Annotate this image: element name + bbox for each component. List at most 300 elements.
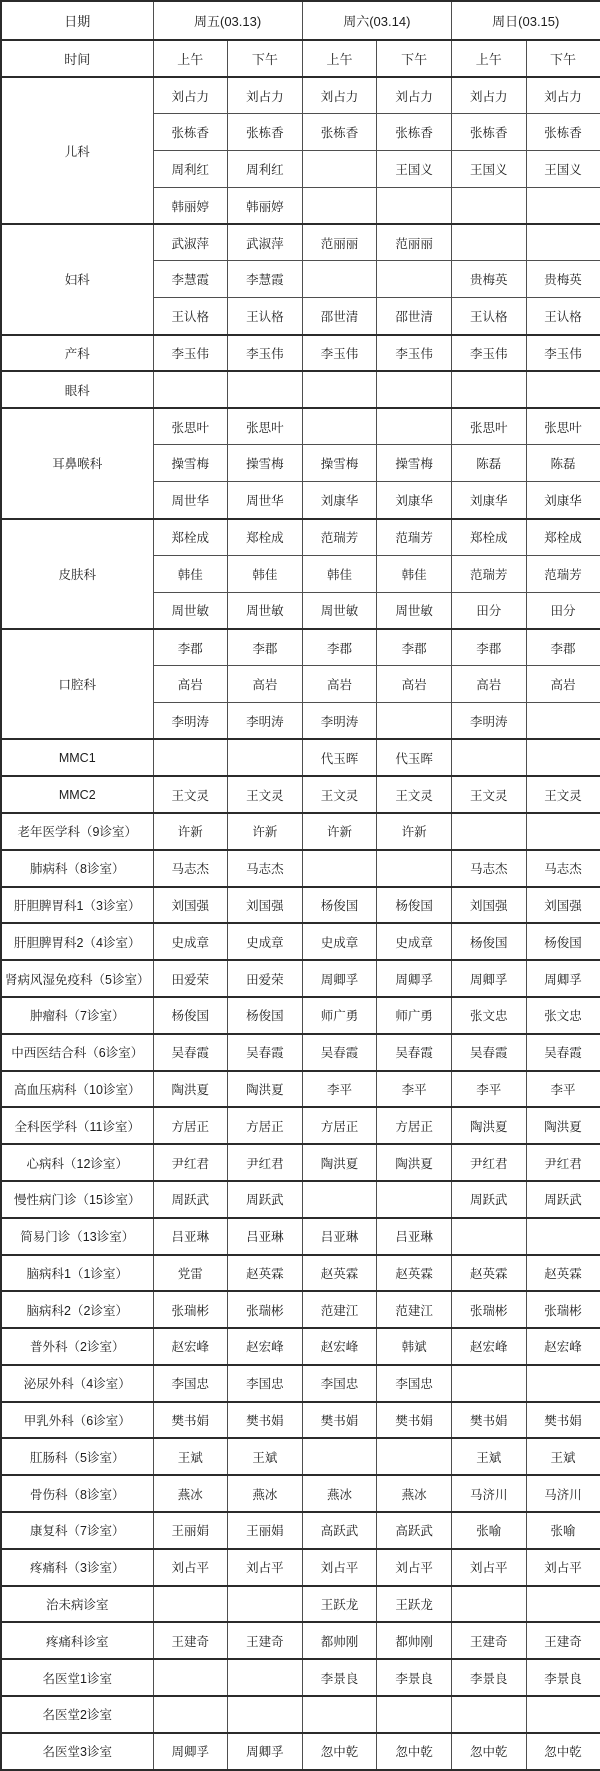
doctor-cell: 史成章	[228, 923, 303, 960]
department-name: 耳鼻喉科	[1, 408, 153, 518]
doctor-cell: 吴春霞	[153, 1034, 228, 1071]
department-name: 慢性病门诊（15诊室）	[1, 1181, 153, 1218]
doctor-cell: 张思叶	[153, 408, 228, 445]
doctor-cell: 都帅刚	[377, 1622, 452, 1659]
doctor-cell: 贵梅英	[526, 261, 600, 298]
doctor-cell	[153, 1696, 228, 1733]
doctor-cell	[526, 813, 600, 850]
schedule-row	[1, 1475, 600, 1512]
doctor-cell: 王国义	[451, 151, 526, 188]
doctor-cell: 马志杰	[451, 850, 526, 887]
doctor-cell: 王斌	[228, 1438, 303, 1475]
doctor-cell	[377, 1696, 452, 1733]
doctor-cell: 陈磊	[526, 445, 600, 482]
doctor-cell: 李景良	[377, 1659, 452, 1696]
doctor-cell: 刘康华	[377, 482, 452, 519]
department-name: 产科	[1, 335, 153, 372]
doctor-cell: 赵宏峰	[153, 1328, 228, 1365]
department-name: 口腔科	[1, 629, 153, 739]
doctor-cell: 高岩	[228, 666, 303, 703]
doctor-cell: 周利红	[228, 151, 303, 188]
department-name: 儿科	[1, 77, 153, 224]
doctor-cell: 刘康华	[526, 482, 600, 519]
doctor-cell: 张瑞彬	[451, 1291, 526, 1328]
doctor-cell: 李国忠	[153, 1365, 228, 1402]
doctor-cell: 韩丽婷	[153, 187, 228, 224]
doctor-cell: 李平	[526, 1071, 600, 1108]
doctor-cell	[377, 850, 452, 887]
department-name: 皮肤科	[1, 519, 153, 629]
doctor-cell: 李平	[377, 1071, 452, 1108]
doctor-cell	[526, 187, 600, 224]
doctor-cell: 吕亚琳	[153, 1218, 228, 1255]
doctor-cell: 王文灵	[377, 776, 452, 813]
doctor-cell: 樊书娟	[377, 1402, 452, 1439]
doctor-cell	[377, 703, 452, 740]
doctor-cell: 王丽娟	[228, 1512, 303, 1549]
department-name: 甲乳外科（6诊室）	[1, 1402, 153, 1439]
schedule-row	[1, 1438, 600, 1475]
doctor-cell	[451, 1696, 526, 1733]
doctor-cell: 周世敏	[228, 592, 303, 629]
schedule-row	[1, 1255, 600, 1292]
doctor-cell	[302, 1696, 377, 1733]
doctor-cell	[377, 187, 452, 224]
doctor-cell: 许新	[302, 813, 377, 850]
doctor-cell: 王建奇	[526, 1622, 600, 1659]
doctor-cell: 刘国强	[451, 887, 526, 924]
department-name: 名医堂3诊室	[1, 1733, 153, 1770]
department-name: 肝胆脾胃科1（3诊室）	[1, 887, 153, 924]
doctor-cell	[526, 739, 600, 776]
doctor-cell: 代玉晖	[377, 739, 452, 776]
doctor-cell: 陈磊	[451, 445, 526, 482]
doctor-cell: 王文灵	[526, 776, 600, 813]
doctor-cell: 王建奇	[451, 1622, 526, 1659]
doctor-cell: 师广勇	[302, 997, 377, 1034]
department-name: 脑病科2（2诊室）	[1, 1291, 153, 1328]
doctor-cell: 赵英霖	[526, 1255, 600, 1292]
doctor-cell: 王国义	[526, 151, 600, 188]
doctor-cell: 周世敏	[302, 592, 377, 629]
doctor-cell: 高岩	[377, 666, 452, 703]
doctor-cell: 周卿孚	[302, 960, 377, 997]
doctor-cell: 王跃龙	[377, 1586, 452, 1623]
schedule-row	[1, 1034, 600, 1071]
schedule-row	[1, 1071, 600, 1108]
department-name: MMC2	[1, 776, 153, 813]
doctor-cell: 忽中乾	[377, 1733, 452, 1770]
doctor-cell: 赵英霖	[451, 1255, 526, 1292]
doctor-cell	[526, 1365, 600, 1402]
doctor-cell: 王文灵	[153, 776, 228, 813]
am-header: 上午	[153, 40, 228, 77]
doctor-cell: 邵世清	[302, 298, 377, 335]
schedule-row	[1, 813, 600, 850]
doctor-cell: 韩斌	[377, 1328, 452, 1365]
doctor-cell: 李玉伟	[377, 335, 452, 372]
doctor-cell: 李郡	[526, 629, 600, 666]
doctor-cell	[377, 1438, 452, 1475]
doctor-cell: 代玉晖	[302, 739, 377, 776]
doctor-cell: 刘占平	[153, 1549, 228, 1586]
doctor-cell: 史成章	[377, 923, 452, 960]
time-row	[1, 40, 600, 77]
doctor-cell: 张栋香	[228, 114, 303, 151]
doctor-cell	[526, 1218, 600, 1255]
doctor-cell: 马济川	[451, 1475, 526, 1512]
doctor-cell: 尹红君	[153, 1144, 228, 1181]
doctor-cell: 杨俊国	[526, 923, 600, 960]
doctor-cell: 马志杰	[228, 850, 303, 887]
doctor-cell: 吴春霞	[302, 1034, 377, 1071]
doctor-cell: 杨俊国	[377, 887, 452, 924]
doctor-cell: 韩丽婷	[228, 187, 303, 224]
doctor-cell: 许新	[377, 813, 452, 850]
schedule-row	[1, 1622, 600, 1659]
doctor-cell	[451, 371, 526, 408]
doctor-cell: 王文灵	[228, 776, 303, 813]
doctor-cell	[228, 1696, 303, 1733]
doctor-cell: 周世华	[153, 482, 228, 519]
doctor-cell	[302, 187, 377, 224]
doctor-cell	[526, 371, 600, 408]
doctor-cell: 范瑞芳	[526, 555, 600, 592]
schedule-row	[1, 519, 600, 556]
doctor-cell: 王认格	[526, 298, 600, 335]
doctor-cell: 刘康华	[302, 482, 377, 519]
doctor-cell: 吕亚琳	[377, 1218, 452, 1255]
doctor-cell: 方居正	[377, 1107, 452, 1144]
department-name: 眼科	[1, 371, 153, 408]
department-name: 肺病科（8诊室）	[1, 850, 153, 887]
am-header: 上午	[451, 40, 526, 77]
doctor-cell: 张喻	[451, 1512, 526, 1549]
doctor-cell: 韩佳	[302, 555, 377, 592]
doctor-cell	[228, 371, 303, 408]
doctor-cell: 李国忠	[302, 1365, 377, 1402]
doctor-cell	[377, 1181, 452, 1218]
pm-header: 下午	[526, 40, 600, 77]
doctor-cell	[377, 371, 452, 408]
doctor-cell: 刘占力	[228, 77, 303, 114]
doctor-cell: 周世华	[228, 482, 303, 519]
doctor-cell: 张瑞彬	[153, 1291, 228, 1328]
doctor-cell: 张思叶	[228, 408, 303, 445]
doctor-cell: 王斌	[526, 1438, 600, 1475]
doctor-cell: 杨俊国	[153, 997, 228, 1034]
doctor-cell: 刘占力	[377, 77, 452, 114]
doctor-cell: 范瑞芳	[377, 519, 452, 556]
doctor-cell: 邵世清	[377, 298, 452, 335]
doctor-cell: 李玉伟	[451, 335, 526, 372]
doctor-cell: 李郡	[377, 629, 452, 666]
schedule-row	[1, 335, 600, 372]
doctor-cell: 周跃武	[451, 1181, 526, 1218]
schedule-row	[1, 1696, 600, 1733]
doctor-cell: 刘占平	[526, 1549, 600, 1586]
schedule-row	[1, 739, 600, 776]
doctor-cell: 王斌	[451, 1438, 526, 1475]
doctor-cell: 吴春霞	[228, 1034, 303, 1071]
doctor-cell: 操雪梅	[228, 445, 303, 482]
doctor-cell: 王丽娟	[153, 1512, 228, 1549]
doctor-cell: 郑栓成	[451, 519, 526, 556]
doctor-cell: 范建江	[302, 1291, 377, 1328]
doctor-cell: 马志杰	[526, 850, 600, 887]
schedule-row	[1, 1291, 600, 1328]
schedule-row	[1, 997, 600, 1034]
department-name: 妇科	[1, 224, 153, 334]
schedule-row	[1, 408, 600, 445]
department-name: 全科医学科（11诊室）	[1, 1107, 153, 1144]
department-name: 名医堂1诊室	[1, 1659, 153, 1696]
doctor-cell	[302, 850, 377, 887]
doctor-cell: 陶洪夏	[153, 1071, 228, 1108]
doctor-cell: 操雪梅	[153, 445, 228, 482]
doctor-cell: 武淑萍	[228, 224, 303, 261]
doctor-cell: 吕亚琳	[228, 1218, 303, 1255]
pm-header: 下午	[377, 40, 452, 77]
doctor-cell: 周卿孚	[153, 1733, 228, 1770]
doctor-cell	[302, 371, 377, 408]
doctor-cell: 李郡	[451, 629, 526, 666]
doctor-cell	[377, 408, 452, 445]
doctor-cell: 田分	[526, 592, 600, 629]
day-header: 周日(03.15)	[451, 1, 600, 40]
doctor-cell: 燕冰	[377, 1475, 452, 1512]
doctor-cell: 李郡	[302, 629, 377, 666]
doctor-cell: 张栋香	[377, 114, 452, 151]
doctor-cell	[451, 187, 526, 224]
department-name: 泌尿外科（4诊室）	[1, 1365, 153, 1402]
doctor-cell: 尹红君	[228, 1144, 303, 1181]
doctor-cell: 赵英霖	[228, 1255, 303, 1292]
doctor-cell: 赵宏峰	[451, 1328, 526, 1365]
doctor-cell	[228, 739, 303, 776]
doctor-cell: 赵宏峰	[302, 1328, 377, 1365]
doctor-cell: 郑栓成	[526, 519, 600, 556]
doctor-cell: 李慧霞	[153, 261, 228, 298]
doctor-cell: 马济川	[526, 1475, 600, 1512]
doctor-cell: 李郡	[228, 629, 303, 666]
doctor-cell: 刘国强	[228, 887, 303, 924]
doctor-cell: 王文灵	[451, 776, 526, 813]
doctor-cell: 陶洪夏	[302, 1144, 377, 1181]
doctor-cell: 周世敏	[153, 592, 228, 629]
day-header: 周六(03.14)	[302, 1, 451, 40]
doctor-cell: 周利红	[153, 151, 228, 188]
doctor-cell: 张瑞彬	[526, 1291, 600, 1328]
doctor-cell: 韩佳	[228, 555, 303, 592]
schedule-header	[1, 1, 600, 77]
doctor-cell: 田爱荣	[228, 960, 303, 997]
doctor-cell	[451, 1586, 526, 1623]
doctor-cell: 张喻	[526, 1512, 600, 1549]
doctor-cell: 范建江	[377, 1291, 452, 1328]
department-name: 高血压病科（10诊室）	[1, 1071, 153, 1108]
doctor-cell: 师广勇	[377, 997, 452, 1034]
doctor-cell: 高岩	[526, 666, 600, 703]
doctor-cell: 范丽丽	[377, 224, 452, 261]
doctor-cell: 韩佳	[153, 555, 228, 592]
doctor-cell: 王认格	[153, 298, 228, 335]
doctor-cell: 李慧霞	[228, 261, 303, 298]
doctor-cell: 吴春霞	[526, 1034, 600, 1071]
doctor-cell: 赵宏峰	[228, 1328, 303, 1365]
doctor-cell: 王文灵	[302, 776, 377, 813]
doctor-cell: 李郡	[153, 629, 228, 666]
doctor-cell: 王认格	[228, 298, 303, 335]
doctor-cell: 赵宏峰	[526, 1328, 600, 1365]
doctor-cell: 都帅刚	[302, 1622, 377, 1659]
department-name: 肾病风湿免疫科（5诊室）	[1, 960, 153, 997]
doctor-cell: 王跃龙	[302, 1586, 377, 1623]
department-name: 脑病科1（1诊室）	[1, 1255, 153, 1292]
doctor-cell: 韩佳	[377, 555, 452, 592]
schedule-row	[1, 1144, 600, 1181]
schedule-row	[1, 1328, 600, 1365]
doctor-cell: 樊书娟	[302, 1402, 377, 1439]
doctor-cell: 张瑞彬	[228, 1291, 303, 1328]
doctor-cell: 党雷	[153, 1255, 228, 1292]
doctor-cell	[302, 1181, 377, 1218]
doctor-cell: 刘占平	[302, 1549, 377, 1586]
doctor-cell: 高岩	[302, 666, 377, 703]
doctor-cell: 刘占平	[451, 1549, 526, 1586]
doctor-cell: 高跃武	[377, 1512, 452, 1549]
doctor-cell: 李景良	[302, 1659, 377, 1696]
doctor-cell: 张思叶	[451, 408, 526, 445]
doctor-cell: 燕冰	[228, 1475, 303, 1512]
schedule-body	[1, 77, 600, 1770]
doctor-cell: 王建奇	[153, 1622, 228, 1659]
doctor-cell: 刘康华	[451, 482, 526, 519]
doctor-cell	[228, 1659, 303, 1696]
doctor-cell	[526, 1586, 600, 1623]
doctor-cell: 忽中乾	[451, 1733, 526, 1770]
department-name: 普外科（2诊室）	[1, 1328, 153, 1365]
doctor-cell: 尹红君	[451, 1144, 526, 1181]
doctor-cell: 李玉伟	[302, 335, 377, 372]
doctor-cell: 尹红君	[526, 1144, 600, 1181]
department-name: 中西医结合科（6诊室）	[1, 1034, 153, 1071]
doctor-cell: 刘占力	[302, 77, 377, 114]
doctor-cell: 陶洪夏	[228, 1071, 303, 1108]
doctor-cell: 李明涛	[153, 703, 228, 740]
doctor-cell: 李玉伟	[153, 335, 228, 372]
department-name: 老年医学科（9诊室）	[1, 813, 153, 850]
doctor-cell: 周跃武	[526, 1181, 600, 1218]
doctor-cell: 高岩	[153, 666, 228, 703]
doctor-cell: 郑栓成	[228, 519, 303, 556]
doctor-cell	[377, 261, 452, 298]
doctor-cell: 张文忠	[451, 997, 526, 1034]
time-header-label: 时间	[1, 40, 153, 77]
department-name: 名医堂2诊室	[1, 1696, 153, 1733]
doctor-cell: 燕冰	[302, 1475, 377, 1512]
doctor-cell: 王认格	[451, 298, 526, 335]
department-name: 治未病诊室	[1, 1586, 153, 1623]
doctor-cell: 周跃武	[153, 1181, 228, 1218]
doctor-cell: 周卿孚	[451, 960, 526, 997]
doctor-cell: 李玉伟	[228, 335, 303, 372]
doctor-cell: 操雪梅	[302, 445, 377, 482]
doctor-cell: 范丽丽	[302, 224, 377, 261]
doctor-cell: 李国忠	[228, 1365, 303, 1402]
department-name: 疼痛科诊室	[1, 1622, 153, 1659]
doctor-cell: 赵英霖	[302, 1255, 377, 1292]
schedule-row	[1, 77, 600, 114]
department-name: 肝胆脾胃科2（4诊室）	[1, 923, 153, 960]
doctor-cell: 方居正	[302, 1107, 377, 1144]
doctor-cell: 刘占力	[526, 77, 600, 114]
doctor-cell: 李明涛	[302, 703, 377, 740]
schedule-row	[1, 629, 600, 666]
pm-header: 下午	[228, 40, 303, 77]
doctor-cell: 方居正	[153, 1107, 228, 1144]
doctor-cell: 周卿孚	[526, 960, 600, 997]
doctor-cell: 杨俊国	[228, 997, 303, 1034]
schedule-row	[1, 1512, 600, 1549]
doctor-cell: 刘占力	[451, 77, 526, 114]
doctor-cell: 李平	[302, 1071, 377, 1108]
doctor-cell: 许新	[228, 813, 303, 850]
schedule-row	[1, 776, 600, 813]
doctor-cell: 陶洪夏	[451, 1107, 526, 1144]
schedule-row	[1, 1659, 600, 1696]
date-row	[1, 1, 600, 40]
doctor-cell	[153, 371, 228, 408]
schedule-row	[1, 1218, 600, 1255]
doctor-cell	[451, 1365, 526, 1402]
schedule-row	[1, 850, 600, 887]
doctor-cell: 操雪梅	[377, 445, 452, 482]
doctor-cell: 马志杰	[153, 850, 228, 887]
doctor-cell: 周世敏	[377, 592, 452, 629]
doctor-cell: 史成章	[153, 923, 228, 960]
doctor-cell: 樊书娟	[451, 1402, 526, 1439]
doctor-cell: 高岩	[451, 666, 526, 703]
doctor-cell: 刘占平	[228, 1549, 303, 1586]
doctor-cell: 吴春霞	[451, 1034, 526, 1071]
doctor-cell: 张栋香	[451, 114, 526, 151]
schedule-row	[1, 960, 600, 997]
doctor-cell	[451, 739, 526, 776]
doctor-cell: 李景良	[526, 1659, 600, 1696]
doctor-cell: 忽中乾	[526, 1733, 600, 1770]
doctor-cell: 周卿孚	[228, 1733, 303, 1770]
doctor-cell	[228, 1586, 303, 1623]
doctor-cell	[302, 1438, 377, 1475]
schedule-row	[1, 1733, 600, 1770]
department-name: 心病科（12诊室）	[1, 1144, 153, 1181]
doctor-cell	[302, 151, 377, 188]
am-header: 上午	[302, 40, 377, 77]
doctor-cell: 田爱荣	[153, 960, 228, 997]
doctor-cell: 樊书娟	[228, 1402, 303, 1439]
doctor-cell: 李景良	[451, 1659, 526, 1696]
doctor-cell	[451, 1218, 526, 1255]
schedule-row	[1, 923, 600, 960]
doctor-cell: 方居正	[228, 1107, 303, 1144]
schedule-row	[1, 224, 600, 261]
doctor-cell: 郑栓成	[153, 519, 228, 556]
doctor-cell: 杨俊国	[302, 887, 377, 924]
doctor-cell	[302, 261, 377, 298]
doctor-cell: 田分	[451, 592, 526, 629]
doctor-cell: 高跃武	[302, 1512, 377, 1549]
